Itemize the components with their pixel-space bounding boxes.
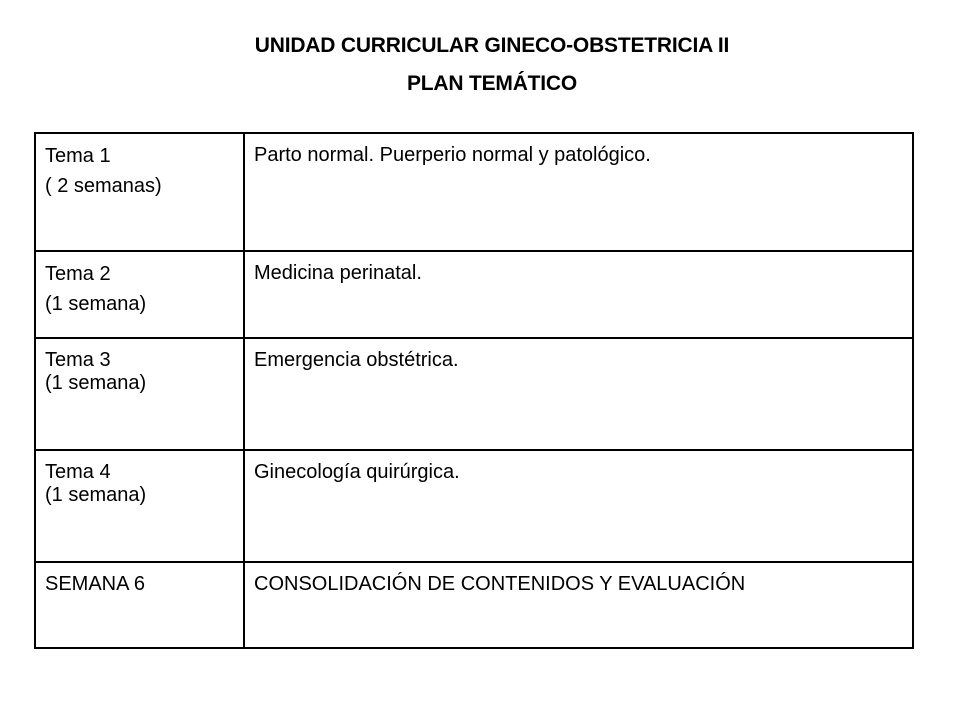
tema-cell: SEMANA 6 (35, 562, 244, 648)
tema-cell (35, 133, 244, 251)
table-row (35, 133, 913, 251)
tema-cell (35, 338, 244, 450)
table-row (35, 450, 913, 562)
table-row (35, 251, 913, 338)
content-cell: CONSOLIDACIÓN DE CONTENIDOS Y EVALUACIÓN (244, 562, 913, 648)
tema-duration: (1 semana) (45, 372, 147, 394)
tema-label: Tema 3 (45, 349, 111, 371)
table-row (35, 562, 913, 648)
document-subtitle: PLAN TEMÁTICO (406, 72, 578, 95)
tema-label: Tema 2 (45, 263, 111, 285)
table-row (35, 338, 913, 450)
content-cell: Emergencia obstétrica. (244, 338, 913, 450)
content-cell: Medicina perinatal. (244, 251, 913, 338)
tema-cell (35, 450, 244, 562)
content-cell: Parto normal. Puerperio normal y patológico. (244, 133, 913, 251)
document-title: UNIDAD CURRICULAR GINECO-OBSTETRICIA II (254, 34, 730, 57)
tema-label: Tema 1 (45, 145, 111, 167)
tema-duration: (1 semana) (45, 293, 147, 315)
tema-duration: ( 2 semanas) (45, 175, 162, 197)
tema-duration: (1 semana) (45, 484, 147, 506)
tema-cell (35, 251, 244, 338)
content-cell: Ginecología quirúrgica. (244, 450, 913, 562)
plan-tematico-table (34, 132, 914, 649)
tema-label: Tema 4 (45, 461, 111, 483)
